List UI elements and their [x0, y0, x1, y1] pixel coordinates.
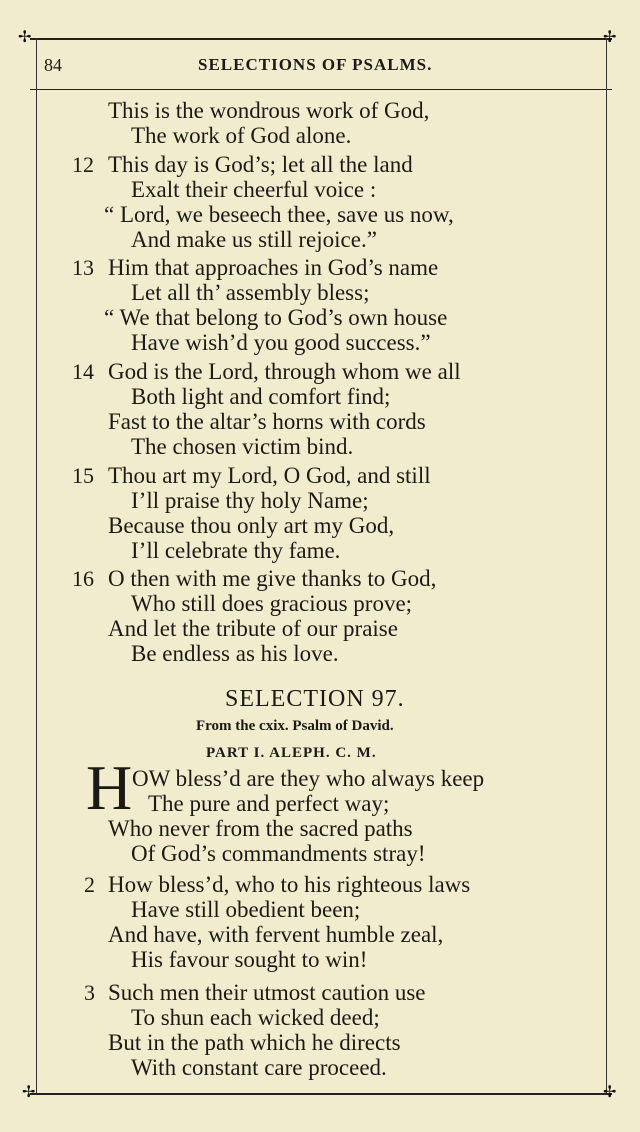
verse-line: And make us still rejoice.”	[131, 227, 377, 252]
verse-line: This is the wondrous work of God,	[108, 98, 430, 123]
stanza-number: 12	[72, 152, 94, 177]
top-rule	[30, 38, 612, 40]
verse-line: Let all th’ assembly bless;	[131, 280, 370, 305]
drop-cap: H	[86, 752, 133, 823]
corner-ornament-icon: ✢	[603, 1084, 617, 1101]
verse-line: I’ll praise thy holy Name;	[131, 488, 369, 513]
verse-line: How bless’d, who to his righteous laws	[108, 872, 471, 897]
verse-line: The chosen victim bind.	[131, 434, 354, 459]
stanza-number: 3	[84, 980, 95, 1005]
verse-line: God is the Lord, through whom we all	[108, 359, 461, 384]
verse-line: Him that approaches in God’s name	[108, 255, 439, 280]
verse-line: With constant care proceed.	[131, 1055, 387, 1080]
verse-line: Who still does gracious prove;	[131, 591, 413, 616]
stanza-number: 14	[72, 359, 94, 384]
verse-line: Because thou only art my God,	[108, 513, 395, 538]
verse-line: To shun each wicked deed;	[131, 1005, 380, 1030]
selection-subtitle: From the cxix. Psalm of David.	[196, 718, 394, 734]
selection-part: PART I. ALEPH. C. M.	[206, 745, 377, 761]
selection-title: SELECTION 97.	[225, 686, 405, 712]
verse-line: His favour sought to win!	[131, 947, 368, 972]
verse-line: The pure and perfect way;	[148, 791, 390, 816]
stanza-number: 2	[84, 872, 95, 897]
bottom-rule	[30, 1093, 612, 1095]
verse-line: Have still obedient been;	[131, 897, 361, 922]
page-number: 84	[44, 55, 62, 75]
verse-line: “ Lord, we beseech thee, save us now,	[104, 202, 454, 227]
verse-line: “ We that belong to God’s own house	[104, 305, 448, 330]
verse-line: Fast to the altar’s horns with cords	[108, 409, 426, 434]
verse-line: Such men their utmost caution use	[108, 980, 426, 1005]
verse-line: Both light and comfort find;	[131, 384, 391, 409]
stanza-number: 15	[72, 463, 94, 488]
corner-ornament-icon: ✢	[603, 29, 617, 46]
verse-line: Have wish’d you good success.”	[131, 330, 431, 355]
verse-line: Who never from the sacred paths	[108, 816, 413, 841]
right-border	[606, 38, 607, 1093]
corner-ornament-icon: ✢	[22, 1084, 36, 1101]
header-rule	[30, 89, 612, 90]
verse-line: This day is God’s; let all the land	[108, 152, 413, 177]
verse-line: OW bless’d are they who always keep	[132, 766, 485, 791]
corner-ornament-icon: ✢	[18, 29, 32, 46]
verse-line: I’ll celebrate thy fame.	[131, 538, 341, 563]
running-title: SELECTIONS OF PSALMS.	[198, 55, 433, 74]
verse-line: The work of God alone.	[131, 123, 352, 148]
stanza-number: 13	[72, 255, 94, 280]
left-border	[36, 38, 37, 1093]
verse-line: And have, with fervent humble zeal,	[108, 922, 444, 947]
verse-line: And let the tribute of our praise	[108, 616, 398, 641]
verse-line: O then with me give thanks to God,	[108, 566, 437, 591]
stanza-number: 16	[72, 566, 94, 591]
verse-line: But in the path which he directs	[108, 1030, 401, 1055]
verse-line: Be endless as his love.	[131, 641, 339, 666]
verse-line: Exalt their cheerful voice :	[131, 177, 377, 202]
verse-line: Thou art my Lord, O God, and still	[108, 463, 431, 488]
verse-line: Of God’s commandments stray!	[131, 841, 426, 866]
